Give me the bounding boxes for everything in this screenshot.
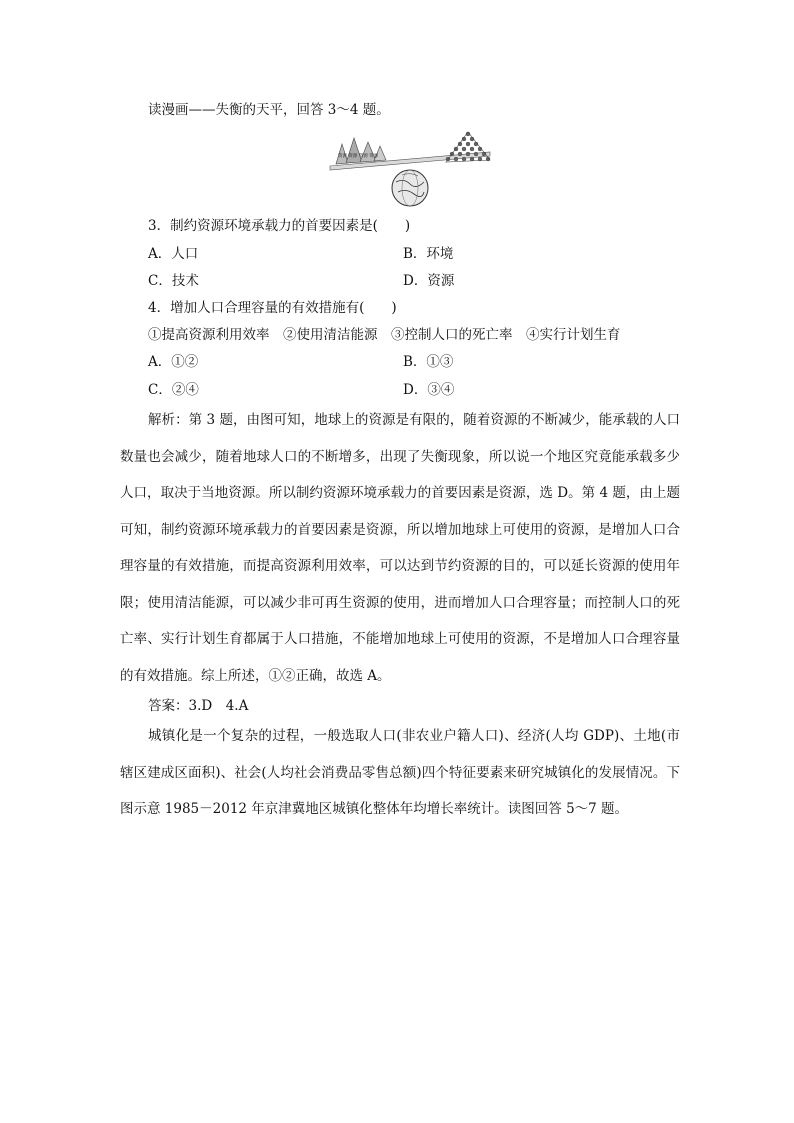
q3-option-d: D．资源 [403, 273, 455, 289]
q3-option-c: C．技术 [148, 273, 199, 289]
q4-choices: ①提高资源利用效率 ②使用清洁能源 ③控制人口的死亡率 ④实行计划生育 [148, 327, 621, 343]
q4-option-a: A．①② [148, 354, 199, 370]
q3-option-a: A．人口 [148, 246, 199, 262]
q4-option-b: B．①③ [403, 354, 454, 370]
q4-option-c: C．②④ [148, 382, 199, 398]
q3-option-b: B．环境 [403, 246, 454, 262]
intro-text: 读漫画——失衡的天平，回答 3～4 题。 [148, 102, 390, 118]
answer-line: 答案：3.D 4.A [148, 698, 249, 714]
left-pan-label: 资源 资源 资源 资源 [338, 154, 379, 159]
q3-stem: 3．制约资源环境承载力的首要因素是( ) [148, 218, 411, 234]
next-section-paragraph: 城镇化是一个复杂的过程，一般选取人口(非农业户籍人口)、经济(人均 GDP)、土地(市辖区建成区面积)、社会(人均社会消费品零售总额)四个特征要素来研究城镇化的发展情况。下图示意 1985－2012 年京津冀地区城镇化整体年均增长率统计。读图回答 5～7 题。 [120, 728, 680, 817]
analysis-paragraph: 解析：第 3 题，由图可知，地球上的资源是有限的，随着资源的不断减少，能承载的人口数量也会减少，随着地球人口的不断增多，出现了失衡现象，所以说一个地区究竟能承载多少人口，取决于当地资源。所以制约资源环境承载力的首要因素是资源，选 D。第 4 题，由上题可知，制约资源环境承载力的首要因素是资源，所以增加地球上可使用的资源，是增加人口合理容量的有效措施，而提高资源利用效率，可以达到节约资源的目的，可以延长资源的使用年限；使用清洁能源，可以减少非可再生资源的使用，进而增加人口合理容量；而控制人口的死亡率、实行计划生育都属于人口措施，不能增加地球上可使用的资源，不是增加人口合理容量的有效措施。综上所述，①②正确，故选 A。 [120, 412, 680, 684]
q4-option-d: D．③④ [403, 382, 455, 398]
q4-stem: 4．增加人口合理容量的有效措施有( ) [148, 300, 397, 316]
balance-cartoon [328, 130, 492, 210]
